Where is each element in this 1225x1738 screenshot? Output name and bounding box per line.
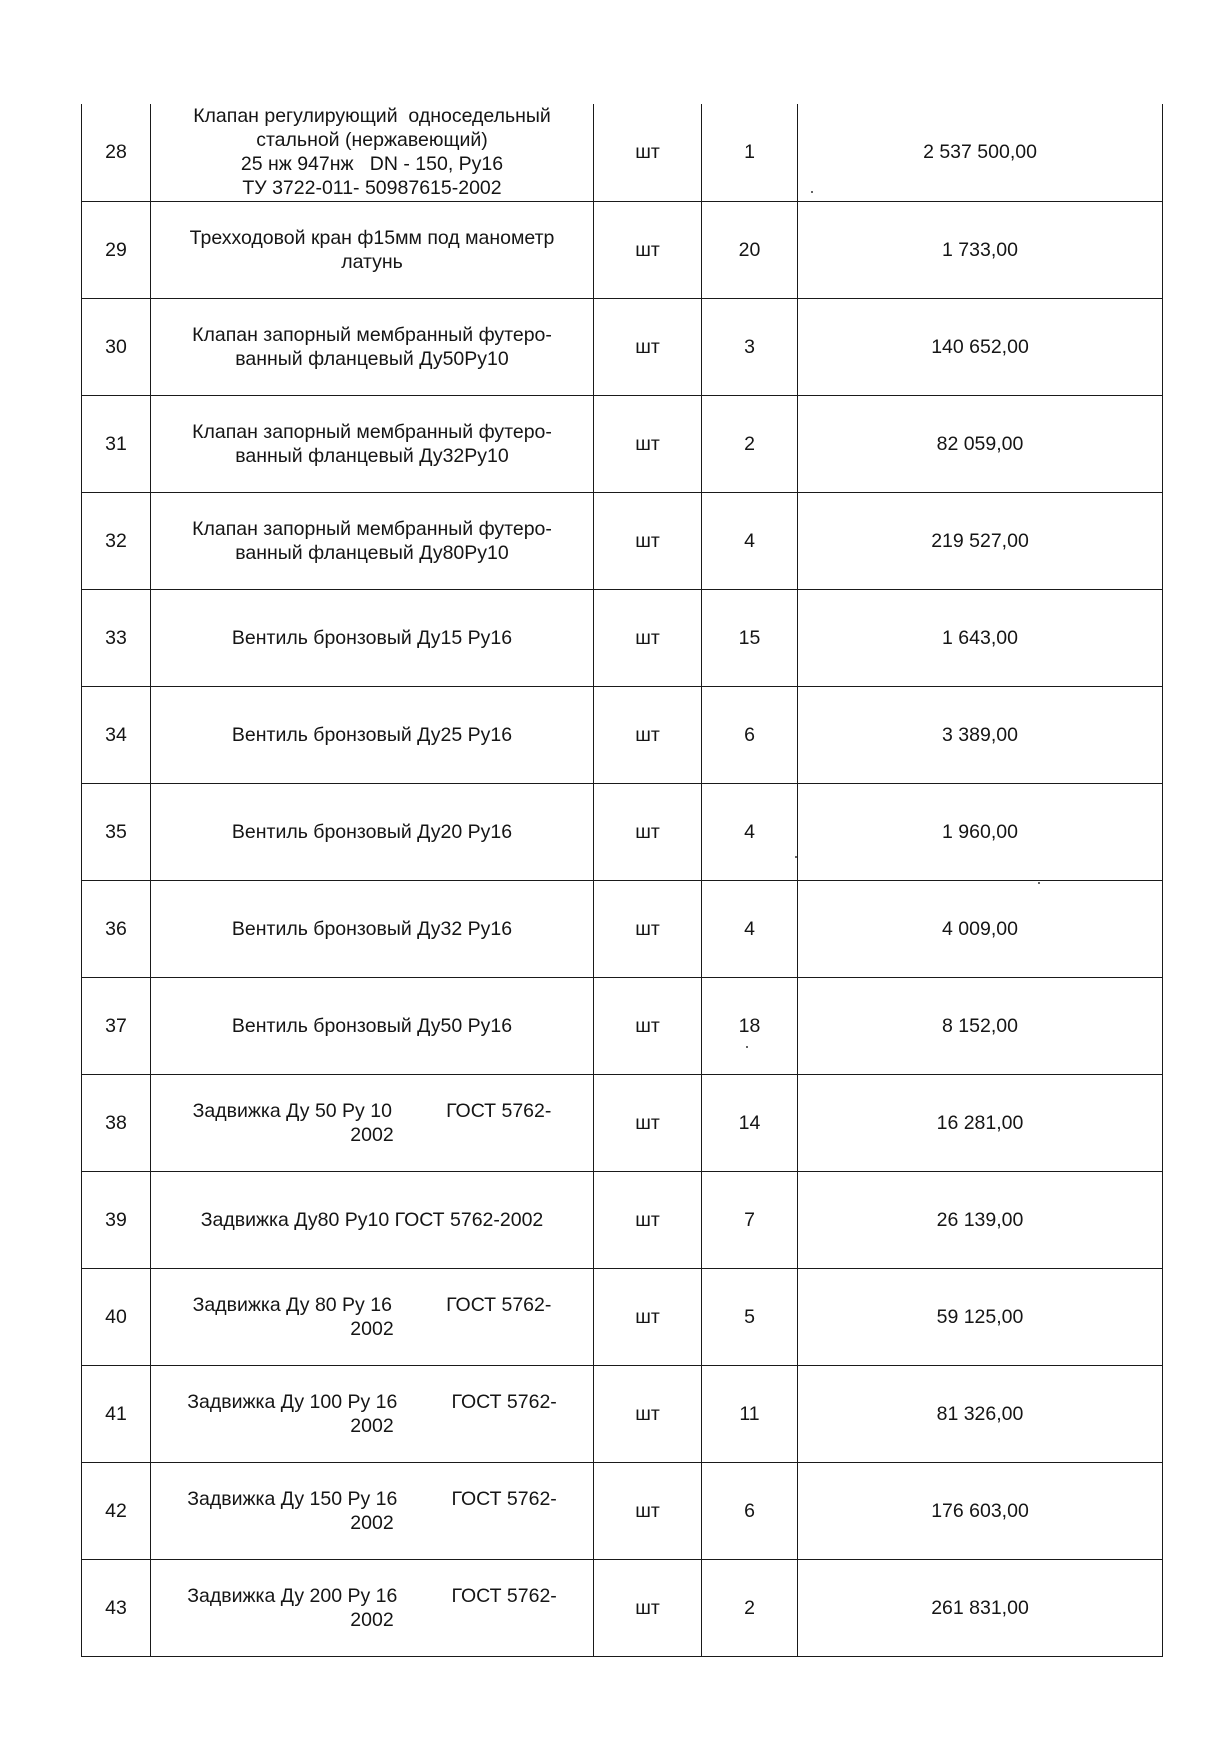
amount-cell (798, 104, 1163, 201)
unit-cell (594, 104, 702, 201)
item-name-cell (151, 589, 594, 686)
table-row (82, 201, 1163, 298)
quantity-value: 7 (744, 1208, 755, 1231)
unit-cell (594, 201, 702, 298)
row-number: 38 (105, 1111, 127, 1134)
amount-cell (798, 492, 1163, 589)
item-name-line: Вентиль бронзовый Ду50 Ру16 (231, 1014, 513, 1037)
quantity-cell (702, 1268, 798, 1365)
table-row (82, 104, 1163, 201)
item-name-cell (151, 977, 594, 1074)
table-row (82, 1268, 1163, 1365)
row-number-cell (82, 1268, 151, 1365)
unit-cell (594, 492, 702, 589)
amount-cell (798, 1559, 1163, 1656)
row-number-cell (82, 1559, 151, 1656)
item-name-cell (151, 1171, 594, 1268)
quantity-cell (702, 686, 798, 783)
quantity-value: 4 (744, 820, 755, 843)
scan-speck (1038, 882, 1040, 884)
unit-value: шт (635, 626, 660, 649)
amount-cell (798, 298, 1163, 395)
quantity-value: 2 (744, 432, 755, 455)
row-number-cell (82, 1462, 151, 1559)
row-number: 33 (105, 626, 127, 649)
amount-cell (798, 201, 1163, 298)
table-row (82, 783, 1163, 880)
amount-cell (798, 977, 1163, 1074)
row-number: 34 (105, 723, 127, 746)
row-number: 31 (105, 432, 127, 455)
row-number: 41 (105, 1402, 127, 1425)
unit-cell (594, 977, 702, 1074)
amount-cell (798, 1462, 1163, 1559)
item-name-line: ванный фланцевый Ду32Ру10 (235, 444, 509, 467)
amount-cell (798, 686, 1163, 783)
amount-cell (798, 1365, 1163, 1462)
quantity-cell (702, 298, 798, 395)
quantity-cell (702, 492, 798, 589)
unit-value: шт (635, 141, 660, 164)
amount-value: 81 326,00 (936, 1402, 1024, 1425)
quantity-value: 18 (738, 1014, 761, 1037)
item-name-cell (151, 492, 594, 589)
item-name-line: ванный фланцевый Ду80Ру10 (235, 541, 509, 564)
amount-value: 1 643,00 (942, 626, 1018, 649)
item-name-line: Задвижка Ду 200 Ру 16 ГОСТ 5762- (187, 1584, 557, 1607)
row-number: 39 (105, 1208, 127, 1231)
row-number-cell (82, 1365, 151, 1462)
quantity-cell (702, 977, 798, 1074)
item-name-line: 2002 (350, 1414, 394, 1437)
row-number-cell (82, 104, 151, 201)
table-row (82, 1074, 1163, 1171)
amount-cell (798, 395, 1163, 492)
item-name-line: 2002 (350, 1608, 394, 1631)
item-name-line: Клапан запорный мембранный футеро- (192, 517, 552, 540)
quantity-value: 14 (738, 1111, 761, 1134)
quantity-value: 6 (744, 1499, 755, 1522)
amount-value: 4 009,00 (942, 917, 1018, 940)
amount-value: 26 139,00 (936, 1208, 1024, 1231)
unit-value: шт (635, 238, 660, 261)
amount-value: 1 733,00 (942, 238, 1018, 261)
quantity-value: 2 (744, 1596, 755, 1619)
unit-value: шт (635, 1499, 660, 1522)
unit-value: шт (635, 1111, 660, 1134)
unit-cell (594, 1268, 702, 1365)
item-name-cell (151, 104, 594, 201)
table-row (82, 298, 1163, 395)
amount-cell (798, 589, 1163, 686)
item-name-line: Задвижка Ду80 Ру10 ГОСТ 5762-2002 (200, 1208, 544, 1231)
table-row (82, 977, 1163, 1074)
unit-value: шт (635, 1596, 660, 1619)
unit-value: шт (635, 1305, 660, 1328)
table-row (82, 880, 1163, 977)
unit-cell (594, 1462, 702, 1559)
scan-speck (746, 1046, 748, 1048)
unit-value: шт (635, 1014, 660, 1037)
quantity-cell (702, 1462, 798, 1559)
item-name-line: ТУ 3722-011- 50987615-2002 (242, 177, 502, 200)
row-number: 37 (105, 1014, 127, 1037)
quantity-value: 4 (744, 529, 755, 552)
quantity-cell (702, 1559, 798, 1656)
amount-value: 140 652,00 (931, 335, 1029, 358)
unit-value: шт (635, 335, 660, 358)
quantity-value: 5 (744, 1305, 755, 1328)
specification-table (81, 104, 1163, 1657)
amount-value: 59 125,00 (936, 1305, 1024, 1328)
quantity-cell (702, 880, 798, 977)
row-number: 32 (105, 529, 127, 552)
table-row (82, 686, 1163, 783)
amount-value: 219 527,00 (931, 529, 1029, 552)
row-number: 36 (105, 917, 127, 940)
unit-value: шт (635, 529, 660, 552)
unit-cell (594, 1559, 702, 1656)
amount-value: 261 831,00 (931, 1596, 1029, 1619)
item-name-line: Задвижка Ду 150 Ру 16 ГОСТ 5762- (187, 1487, 557, 1510)
item-name-cell (151, 1365, 594, 1462)
quantity-value: 1 (744, 141, 755, 164)
item-name-cell (151, 1074, 594, 1171)
amount-value: 8 152,00 (942, 1014, 1018, 1037)
amount-value: 82 059,00 (936, 432, 1024, 455)
unit-value: шт (635, 432, 660, 455)
quantity-cell (702, 589, 798, 686)
quantity-value: 4 (744, 917, 755, 940)
amount-cell (798, 783, 1163, 880)
item-name-cell (151, 686, 594, 783)
quantity-cell (702, 1171, 798, 1268)
unit-value: шт (635, 820, 660, 843)
table-row (82, 589, 1163, 686)
quantity-cell (702, 104, 798, 201)
item-name-line: Задвижка Ду 100 Ру 16 ГОСТ 5762- (187, 1390, 557, 1413)
row-number: 35 (105, 820, 127, 843)
row-number: 28 (105, 141, 127, 164)
unit-cell (594, 395, 702, 492)
scan-speck (795, 856, 797, 858)
row-number-cell (82, 395, 151, 492)
item-name-line: Клапан запорный мембранный футеро- (192, 323, 552, 346)
row-number-cell (82, 977, 151, 1074)
table-row (82, 1365, 1163, 1462)
unit-cell (594, 1365, 702, 1462)
amount-cell (798, 1171, 1163, 1268)
unit-value: шт (635, 917, 660, 940)
amount-cell (798, 880, 1163, 977)
item-name-line: Клапан регулирующий односедельный (193, 105, 551, 128)
amount-cell (798, 1074, 1163, 1171)
unit-cell (594, 298, 702, 395)
item-name-line: Клапан запорный мембранный футеро- (192, 420, 552, 443)
amount-value: 2 537 500,00 (923, 141, 1037, 164)
table-row (82, 492, 1163, 589)
row-number-cell (82, 298, 151, 395)
amount-value: 16 281,00 (936, 1111, 1024, 1134)
item-name-cell (151, 298, 594, 395)
item-name-line: 25 нж 947нж DN - 150, Ру16 (240, 153, 504, 176)
table-row (82, 1462, 1163, 1559)
quantity-value: 15 (738, 626, 761, 649)
specification-table-body (82, 104, 1163, 1656)
row-number-cell (82, 492, 151, 589)
quantity-cell (702, 1074, 798, 1171)
item-name-line: Вентиль бронзовый Ду32 Ру16 (231, 917, 513, 940)
unit-cell (594, 1074, 702, 1171)
unit-cell (594, 589, 702, 686)
row-number: 30 (105, 335, 127, 358)
amount-value: 1 960,00 (942, 820, 1018, 843)
item-name-line: 2002 (350, 1511, 394, 1534)
item-name-line: латунь (341, 250, 403, 273)
item-name-line: 2002 (350, 1317, 394, 1340)
unit-value: шт (635, 723, 660, 746)
quantity-cell (702, 783, 798, 880)
item-name-line: Вентиль бронзовый Ду15 Ру16 (231, 626, 513, 649)
unit-cell (594, 1171, 702, 1268)
item-name-line: 2002 (350, 1123, 394, 1146)
item-name-cell (151, 1268, 594, 1365)
item-name-line: Задвижка Ду 80 Ру 16 ГОСТ 5762- (192, 1293, 552, 1316)
quantity-value: 3 (744, 335, 755, 358)
item-name-cell (151, 783, 594, 880)
unit-cell (594, 783, 702, 880)
item-name-cell (151, 1462, 594, 1559)
unit-value: шт (635, 1402, 660, 1425)
row-number: 29 (105, 238, 127, 261)
row-number: 43 (105, 1596, 127, 1619)
item-name-line: Трехходовой кран ф15мм под манометр (189, 226, 555, 249)
row-number-cell (82, 589, 151, 686)
item-name-line: Вентиль бронзовый Ду20 Ру16 (231, 820, 513, 843)
quantity-cell (702, 201, 798, 298)
amount-value: 176 603,00 (931, 1499, 1029, 1522)
quantity-value: 6 (744, 723, 755, 746)
item-name-line: Задвижка Ду 50 Ру 10 ГОСТ 5762- (192, 1099, 552, 1122)
item-name-line: стальной (нержавеющий) (256, 129, 488, 152)
unit-cell (594, 880, 702, 977)
quantity-cell (702, 395, 798, 492)
row-number-cell (82, 1074, 151, 1171)
row-number-cell (82, 686, 151, 783)
item-name-line: Вентиль бронзовый Ду25 Ру16 (231, 723, 513, 746)
item-name-line: ванный фланцевый Ду50Ру10 (235, 347, 509, 370)
amount-cell (798, 1268, 1163, 1365)
amount-value: 3 389,00 (942, 723, 1018, 746)
item-name-cell (151, 201, 594, 298)
row-number-cell (82, 880, 151, 977)
table-row (82, 1171, 1163, 1268)
table-row (82, 1559, 1163, 1656)
quantity-value: 20 (738, 238, 761, 261)
quantity-value: 11 (739, 1402, 760, 1425)
item-name-cell (151, 880, 594, 977)
item-name-cell (151, 395, 594, 492)
item-name-cell (151, 1559, 594, 1656)
unit-value: шт (635, 1208, 660, 1231)
scan-speck (811, 191, 813, 193)
quantity-cell (702, 1365, 798, 1462)
row-number-cell (82, 1171, 151, 1268)
unit-cell (594, 686, 702, 783)
row-number-cell (82, 201, 151, 298)
row-number-cell (82, 783, 151, 880)
row-number: 40 (105, 1305, 127, 1328)
row-number: 42 (105, 1499, 127, 1522)
table-row (82, 395, 1163, 492)
